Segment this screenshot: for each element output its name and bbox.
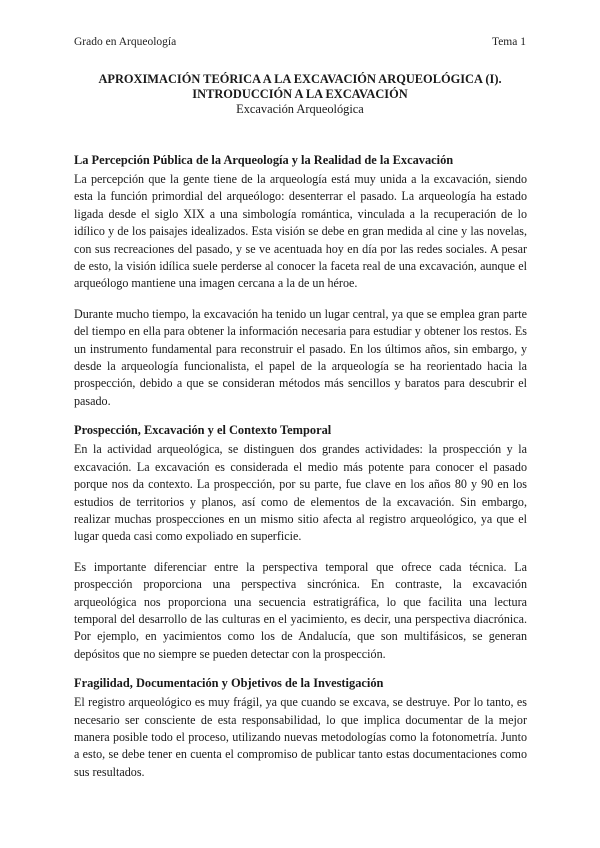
document-title-line-1: APROXIMACIÓN TEÓRICA A LA EXCAVACIÓN ARQUEOLÓGICA (I). — [98, 72, 502, 86]
document-body — [74, 153, 527, 794]
paragraph: El registro arqueológico es muy frágil, ya que cuando se excava, se destruye. Por lo tanto, es necesario ser consciente de esta responsabilidad, lo que implica documentar de la mejor manera posible todo el proceso, utilizando nuevas metodologías como la fotonometría. Junto a esto, se debe tener en cuenta el compromiso de publicar tanto estas documentaciones como sus resultados. — [74, 695, 527, 779]
section-public-perception — [74, 153, 527, 410]
header-course: Grado en Arqueología — [74, 36, 177, 48]
paragraph: En la actividad arqueológica, se distinguen dos grandes actividades: la prospección y la excavación. La excavación es considerada el medio más potente para conocer el pasado porque nos da contexto. La prospección, por su parte, fue clave en los años 80 y 90 en los estudios de territorios y planos, así como de elementos de la excavación. Sin embargo, realizar muchas prospecciones en un mismo sitio afecta al registro arqueológico, ya que el lugar queda casi como expoliado en superficie. — [74, 442, 527, 544]
header-topic: Tema 1 — [491, 36, 526, 48]
paragraph: La percepción que la gente tiene de la arqueología está muy unida a la excavación, siendo esta la función primordial del arqueólogo: desenterrar el pasado. La arqueología ha estado ligada desde el siglo XIX a una simbología romántica, vinculada a la recuperación de lo idílico y de los paisajes idealizados. Esta visión se debe en gran medida al cine y las novelas, con sus recreaciones del pasado, y se ve acentuada hoy en día por las redes sociales. A pesar de esto, la visión idílica suele perderse al conocer la faceta real de una excavación, aunque el arqueólogo mantiene una imagen cercana a la de un héroe. — [74, 172, 527, 291]
paragraph: Durante mucho tiempo, la excavación ha tenido un lugar central, ya que se emplea gran parte del tiempo en ella para obtener la información necesaria para estudiar y obtener los restos. Es un instrumento fundamental para reconstruir el pasado. En los últimos años, sin embargo, y desde la arqueología funcionalista, el papel de la arqueología se ha reorientado hacia la prospección, debido a que se consideran métodos más sencillos y baratos para descubrir el pasado. — [74, 306, 527, 408]
document-subtitle: Excavación Arqueológica — [236, 102, 364, 116]
section-fragility-documentation — [74, 676, 527, 781]
title-block — [60, 72, 540, 117]
document-title-line-2: INTRODUCCIÓN A LA EXCAVACIÓN — [192, 87, 408, 101]
running-header — [74, 36, 526, 48]
section-heading: Prospección, Excavación y el Contexto Temporal — [74, 423, 332, 438]
section-heading: Fragilidad, Documentación y Objetivos de la Investigación — [74, 676, 384, 691]
section-prospection-excavation — [74, 423, 527, 663]
section-heading: La Percepción Pública de la Arqueología y la Realidad de la Excavación — [74, 153, 454, 167]
paragraph: Es importante diferenciar entre la perspectiva temporal que ofrece cada técnica. La prospección proporciona una perspectiva sincrónica. En contraste, la excavación arqueológica nos proporciona una secuencia estratigráfica, lo que facilita una lectura temporal del desarrollo de las culturas en el yacimiento, es decir, una perspectiva diacrónica. Por ejemplo, en yacimientos como los de Andalucía, que son multifásicos, se generan depósitos que no siempre se pueden detectar con la prospección. — [74, 559, 527, 661]
